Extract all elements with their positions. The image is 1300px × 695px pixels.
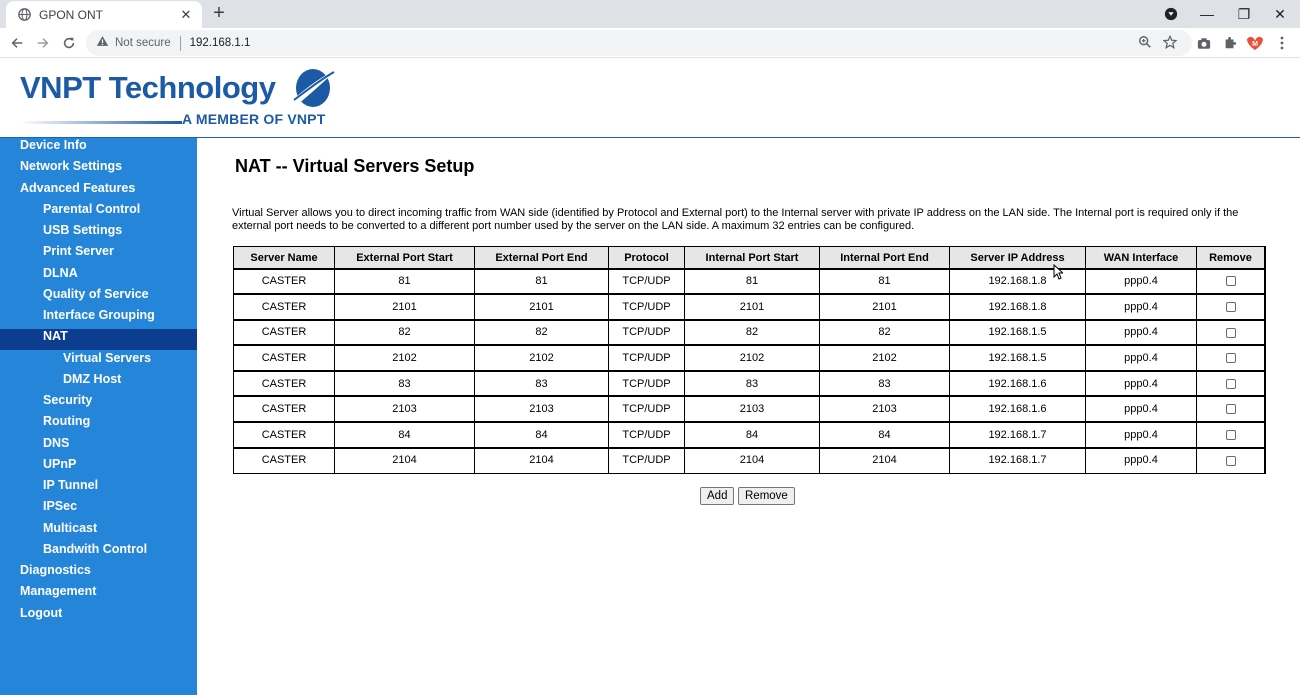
security-label[interactable]: Not secure (115, 37, 171, 49)
table-cell: 84 (685, 422, 820, 448)
table-cell: CASTER (234, 371, 335, 397)
table-cell: 192.168.1.6 (950, 396, 1086, 422)
table-cell: 2104 (475, 448, 609, 474)
remove-cell (1197, 396, 1265, 422)
reload-icon[interactable] (59, 33, 79, 53)
remove-checkbox[interactable] (1226, 353, 1236, 363)
table-cell: 2102 (820, 345, 950, 371)
vnpt-globe-icon (288, 66, 338, 110)
table-row (234, 320, 1265, 346)
table-cell: CASTER (234, 269, 335, 295)
table-cell: 192.168.1.7 (950, 422, 1086, 448)
sidebar-item-interface-grouping[interactable] (0, 308, 197, 329)
table-cell: 81 (820, 269, 950, 295)
sidebar-item-label: Multicast (43, 520, 98, 535)
browser-toolbar (0, 28, 1300, 58)
sidebar-item-label: Security (43, 393, 93, 407)
table-cell: 83 (820, 371, 950, 397)
table-cell: 192.168.1.8 (950, 269, 1086, 295)
sidebar-item-label: Management (20, 584, 97, 599)
table-cell: ppp0.4 (1086, 345, 1197, 371)
table-cell: 2104 (820, 448, 950, 474)
table-cell: 83 (685, 371, 820, 397)
table-cell: 2103 (335, 396, 475, 422)
remove-checkbox[interactable] (1226, 302, 1236, 312)
column-header: Internal Port End (820, 247, 950, 269)
table-cell: 2102 (335, 345, 475, 371)
sidebar-item-dlna[interactable] (0, 266, 197, 287)
vnpt-logo (20, 66, 340, 136)
close-window-icon[interactable]: ✕ (1274, 5, 1286, 22)
sidebar-item-ipsec[interactable] (0, 499, 197, 520)
table-cell: ppp0.4 (1086, 320, 1197, 346)
table-cell: 83 (475, 371, 609, 397)
table-row (234, 371, 1265, 397)
table-cell: TCP/UDP (609, 371, 685, 397)
page-header (0, 58, 1300, 138)
table-cell: 82 (335, 320, 475, 346)
table-cell: 2102 (685, 345, 820, 371)
table-cell: 83 (335, 371, 475, 397)
table-cell: 82 (475, 320, 609, 346)
camera-icon[interactable] (1194, 33, 1214, 53)
logo-main-text: VNPT Technology (20, 70, 276, 105)
table-cell: CASTER (234, 396, 335, 422)
remove-cell (1197, 320, 1265, 346)
sidebar-item-label: Virtual Servers (63, 350, 152, 365)
sidebar-item-quality-of-service[interactable] (0, 287, 197, 308)
table-cell: 192.168.1.5 (950, 345, 1086, 371)
table-cell: 81 (475, 269, 609, 295)
table-cell: 81 (685, 269, 820, 295)
table-row (234, 294, 1265, 320)
svg-text:M: M (1252, 41, 1258, 48)
extensions-icon[interactable] (1220, 33, 1240, 53)
table-cell: TCP/UDP (609, 269, 685, 295)
table-cell: ppp0.4 (1086, 269, 1197, 295)
sidebar-item-upnp[interactable] (0, 457, 197, 478)
table-cell: ppp0.4 (1086, 371, 1197, 397)
remove-checkbox[interactable] (1226, 404, 1236, 414)
sidebar-item-nat[interactable] (0, 329, 197, 350)
kebab-menu-icon[interactable] (1272, 33, 1292, 53)
column-header: WAN Interface (1086, 247, 1197, 269)
profile-icon[interactable] (1162, 4, 1180, 24)
back-arrow-icon[interactable] (7, 33, 27, 53)
table-cell: 192.168.1.7 (950, 448, 1086, 474)
sidebar-item-label: Routing (43, 414, 91, 429)
table-cell: 2104 (685, 448, 820, 474)
column-header: External Port End (475, 247, 609, 269)
table-cell: CASTER (234, 294, 335, 320)
sidebar-item-dns[interactable] (0, 436, 197, 457)
add-button[interactable]: Add (700, 487, 734, 505)
table-cell: 81 (335, 269, 475, 295)
main-content (197, 138, 1300, 695)
sidebar-item-label: IPSec (43, 499, 78, 514)
table-cell: ppp0.4 (1086, 294, 1197, 320)
remove-cell (1197, 422, 1265, 448)
remove-checkbox[interactable] (1226, 276, 1236, 286)
table-cell: CASTER (234, 422, 335, 448)
table-row (234, 345, 1265, 371)
table-cell: TCP/UDP (609, 396, 685, 422)
sidebar-item-label: Bandwith Control (43, 541, 148, 556)
table-cell: 2104 (335, 448, 475, 474)
minimize-icon[interactable]: — (1200, 6, 1214, 22)
column-header: Server Name (234, 247, 335, 269)
sidebar-item-dmz-host[interactable] (0, 372, 197, 393)
sidebar-item-label: Diagnostics (20, 563, 91, 577)
remove-cell (1197, 294, 1265, 320)
sidebar-item-print-server[interactable] (0, 244, 197, 265)
table-cell: CASTER (234, 320, 335, 346)
globe-icon (17, 8, 31, 22)
sidebar-item-logout[interactable] (0, 606, 197, 627)
remove-cell (1197, 448, 1265, 474)
sidebar-item-diagnostics[interactable] (0, 563, 197, 584)
table-row (234, 396, 1265, 422)
column-header: Remove (1197, 247, 1265, 269)
table-cell: 2102 (475, 345, 609, 371)
table-cell: ppp0.4 (1086, 448, 1197, 474)
sidebar-item-label: DLNA (43, 265, 78, 280)
sidebar-item-label: Print Server (43, 244, 114, 259)
zoom-icon[interactable] (1138, 35, 1152, 54)
sidebar-item-label: Quality of Service (43, 286, 149, 301)
sidebar-item-virtual-servers[interactable] (0, 351, 197, 372)
sidebar-item-label: DMZ Host (63, 371, 122, 386)
table-cell: 82 (685, 320, 820, 346)
remove-cell (1197, 371, 1265, 397)
sidebar-nav (0, 138, 197, 695)
virtual-servers-table (233, 246, 1265, 474)
page-description: Virtual Server allows you to direct incoming traffic from WAN side (identified by Protocol and External port) to the Internal server with private IP address on the LAN side. The Internal port is required only if the external port needs to be converted to a different port number used by the server on the LAN side. A maximum 32 entries can be configured. (232, 207, 1239, 232)
omnibox-divider (180, 36, 181, 51)
column-header: Protocol (609, 247, 685, 269)
remove-button[interactable]: Remove (738, 487, 795, 505)
table-cell: 84 (820, 422, 950, 448)
sidebar-item-device-info[interactable] (0, 138, 197, 159)
sidebar-item-label: DNS (43, 435, 70, 450)
remove-checkbox[interactable] (1226, 328, 1236, 338)
browser-tabstrip (0, 0, 1300, 28)
warning-icon[interactable] (96, 34, 109, 52)
sidebar-item-label: Parental Control (43, 201, 141, 216)
sidebar-item-label: NAT (43, 329, 68, 344)
column-header: Internal Port Start (685, 247, 820, 269)
logo-underline (20, 121, 182, 124)
remove-checkbox[interactable] (1226, 456, 1236, 466)
table-cell: CASTER (234, 345, 335, 371)
browser-tab[interactable] (6, 1, 202, 28)
sidebar-item-label: Device Info (20, 138, 87, 152)
table-row (234, 269, 1265, 295)
table-cell: TCP/UDP (609, 422, 685, 448)
table-cell: TCP/UDP (609, 345, 685, 371)
sidebar-item-routing[interactable] (0, 414, 197, 435)
sidebar-item-ip-tunnel[interactable] (0, 478, 197, 499)
table-header-row (234, 247, 1265, 269)
page-title: NAT -- Virtual Servers Setup (235, 156, 475, 176)
sidebar-item-label: Logout (20, 605, 63, 620)
extension-badge-icon[interactable] (1245, 33, 1265, 53)
table-cell: 84 (475, 422, 609, 448)
tab-close-icon[interactable]: ✕ (180, 6, 192, 22)
sidebar-item-advanced-features[interactable] (0, 181, 197, 202)
table-cell: 2101 (820, 294, 950, 320)
new-tab-button[interactable]: + (213, 2, 225, 24)
table-cell: 2103 (820, 396, 950, 422)
sidebar-item-usb-settings[interactable] (0, 223, 197, 244)
table-cell: 2101 (475, 294, 609, 320)
restore-icon[interactable]: ❐ (1237, 5, 1251, 22)
table-cell: 2103 (475, 396, 609, 422)
table-cell: 82 (820, 320, 950, 346)
remove-cell (1197, 269, 1265, 295)
table-cell: TCP/UDP (609, 294, 685, 320)
sidebar-item-multicast[interactable] (0, 521, 197, 542)
sidebar-item-bandwith-control[interactable] (0, 542, 197, 563)
bookmark-star-icon[interactable] (1163, 35, 1177, 54)
sidebar-item-label: Network Settings (20, 159, 123, 174)
column-header: External Port Start (335, 247, 475, 269)
remove-cell (1197, 345, 1265, 371)
sidebar-item-parental-control[interactable] (0, 202, 197, 223)
tab-title: GPON ONT (39, 7, 104, 22)
sidebar-item-label: Interface Grouping (43, 308, 155, 322)
sidebar-item-label: IP Tunnel (43, 478, 99, 492)
sidebar-item-label: USB Settings (43, 223, 123, 237)
forward-arrow-icon[interactable] (33, 33, 53, 53)
sidebar-item-management[interactable] (0, 584, 197, 605)
table-body (234, 269, 1265, 474)
table-cell: 2101 (335, 294, 475, 320)
remove-checkbox[interactable] (1226, 430, 1236, 440)
table-cell: CASTER (234, 448, 335, 474)
table-cell: 84 (335, 422, 475, 448)
table-cell: 2101 (685, 294, 820, 320)
url-text[interactable]: 192.168.1.1 (189, 37, 251, 49)
sidebar-item-network-settings[interactable] (0, 159, 197, 180)
mouse-cursor-icon (1053, 264, 1063, 280)
table-cell: 192.168.1.5 (950, 320, 1086, 346)
remove-checkbox[interactable] (1226, 379, 1236, 389)
table-cell: 2103 (685, 396, 820, 422)
address-bar[interactable] (86, 30, 1192, 56)
sidebar-item-security[interactable] (0, 393, 197, 414)
table-cell: TCP/UDP (609, 448, 685, 474)
sidebar-item-label: Advanced Features (20, 180, 136, 195)
table-cell: 192.168.1.6 (950, 371, 1086, 397)
table-cell: ppp0.4 (1086, 396, 1197, 422)
table-row (234, 422, 1265, 448)
table-cell: TCP/UDP (609, 320, 685, 346)
logo-subtitle: A MEMBER OF VNPT (182, 111, 326, 127)
table-cell: 192.168.1.8 (950, 294, 1086, 320)
table-row (234, 448, 1265, 474)
sidebar-item-label: UPnP (43, 456, 77, 471)
table-cell: ppp0.4 (1086, 422, 1197, 448)
column-header: Server IP Address (950, 247, 1086, 269)
